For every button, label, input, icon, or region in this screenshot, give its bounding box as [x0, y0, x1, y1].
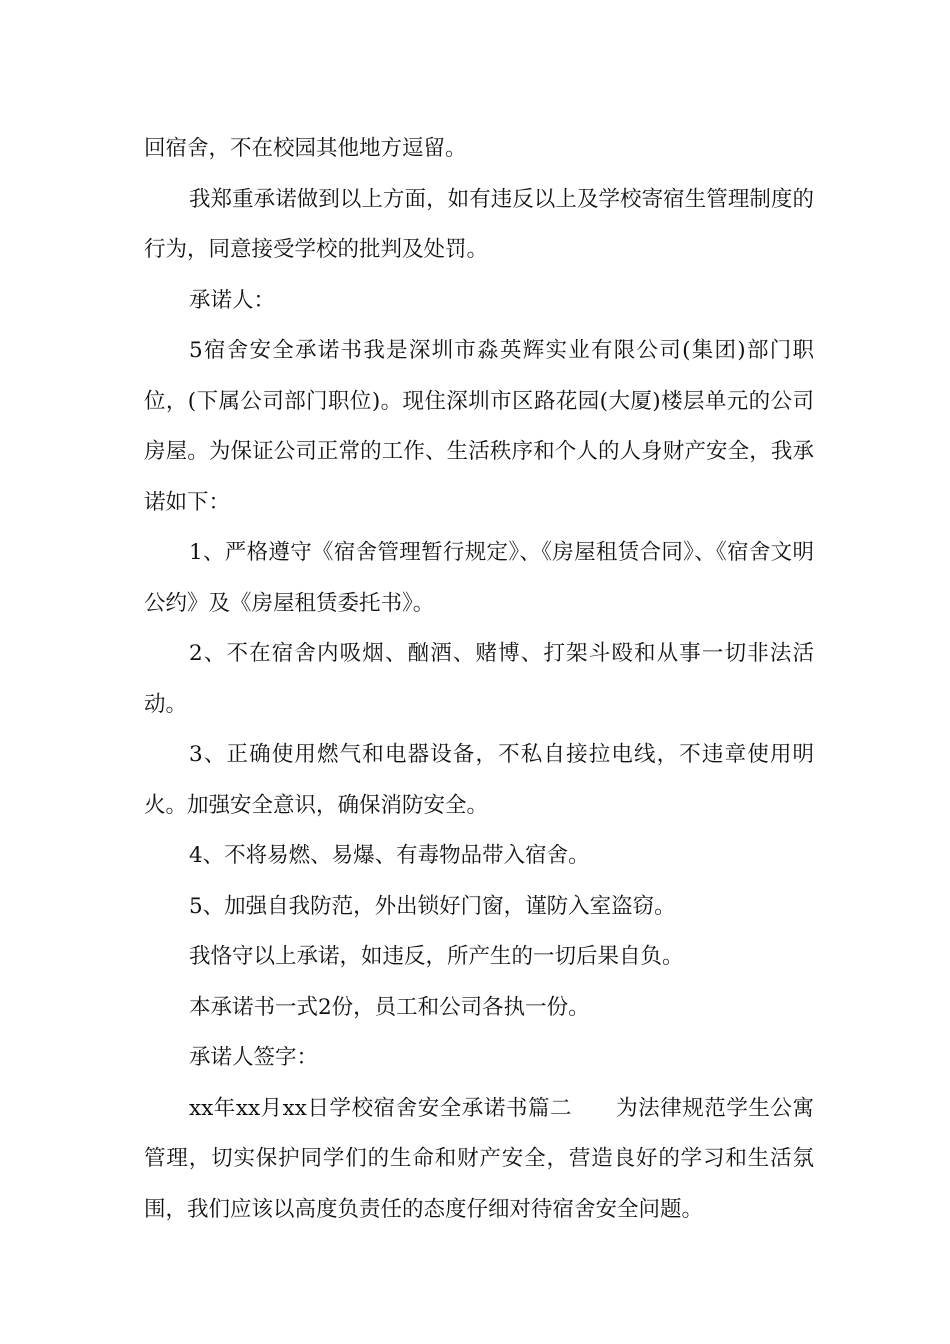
document-body	[144, 124, 814, 1235]
paragraph-item-2: 2、不在宿舍内吸烟、酗酒、赌博、打架斗殴和从事一切非法活动。	[144, 641, 814, 717]
paragraph-intro: 5宿舍安全承诺书我是深圳市淼英辉实业有限公司(集团)部门职位，(下属公司部门职位)。现住深圳市区路花园(大厦)楼层单元的公司房屋。为保证公司正常的工作、生活秩序和个人的人身财产安全，我承诺如下：	[144, 338, 814, 515]
paragraph-section-two: xx年xx月xx日学校宿舍安全承诺书篇二 为法律规范学生公寓管理，切实保护同学们的生命和财产安全，营造良好的学习和生活氛围，我们应该以高度负责任的态度仔细对待宿舍安全问题。	[144, 1095, 814, 1222]
paragraph-continuation: 回宿舍，不在校园其他地方逗留。	[144, 136, 467, 161]
paragraph-item-5: 5、加强自我防范，外出锁好门窗，谨防入室盗窃。	[189, 893, 676, 919]
paragraph-pledge-statement: 我郑重承诺做到以上方面，如有违反以上及学校寄宿生管理制度的行为，同意接受学校的批判及处罚。	[144, 186, 814, 262]
paragraph-pledger-label: 承诺人：	[189, 287, 276, 313]
paragraph-signature-label: 承诺人签字：	[189, 1045, 319, 1070]
paragraph-item-4: 4、不将易燃、易爆、有毒物品带入宿舍。	[189, 843, 590, 868]
paragraph-item-1: 1、严格遵守《宿舍管理暂行规定》、《房屋租赁合同》、《宿舍文明公约》及《房屋租赁委托书》。	[144, 540, 814, 616]
paragraph-copies: 本承诺书一式2份，员工和公司各执一份。	[189, 994, 590, 1020]
paragraph-item-3: 3、正确使用燃气和电器设备，不私自接拉电线，不违章使用明火。加强安全意识，确保消防安全。	[144, 742, 814, 818]
paragraph-commitment: 我恪守以上承诺，如违反，所产生的一切后果自负。	[189, 944, 684, 969]
